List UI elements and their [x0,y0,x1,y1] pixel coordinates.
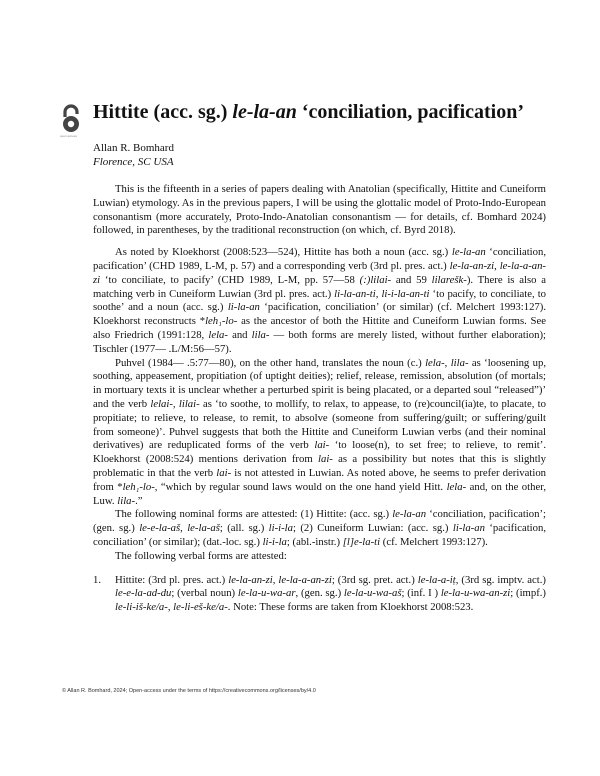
paragraph-intro: This is the fifteenth in a series of papers dealing with Anatolian (specifically, Hittite and Cuneiform Luwian) etymology. As in the previous papers, I will be using the glottalic model of Proto-Indo-European consonantism (more accurately, Proto-Indo-Anatolian consonantism — for details, cf. Bomhard 2024) followed, in parentheses, by the traditional reconstruction (on which, cf. Byrd 2018). [93,183,546,237]
list-item [93,574,546,615]
list-item-number: 1. [93,573,102,586]
list-item-text: Hittite: (3rd pl. pres. act.) le-la-an-zi, le-la-a-an-zi; (3rd sg. pret. act.) le-la-a-iṭ, (3rd sg. imptv. act.) le-e-la-ad-du; (verbal noun) le-la-u-wa-ar, (gen. sg.) le-la-u-wa-aš; (inf. I ) le-la-u-wa-an-zi; (impf.) le-li-iš-ke/a-, le-li-eš-ke/a-. Note: These forms are taken from Kloekhorst 2008:523. [115,573,546,614]
open-access-caption: open access [60,134,77,138]
verbal-forms-list [93,574,546,615]
open-access-lock-icon [60,104,82,134]
author-affiliation: Florence, SC USA [93,156,174,168]
paragraph-puhvel: Puhvel (1984— .5:77—80), on the other hand, translates the noun (c.) lela-, lila- as ‘loosening up, soothing, appeasement, propitiation (of uptight deities); relief, release, remission, absolution (of mortals; in mortuary texts it is unclear whether a perturbed spirit is being placated, or a departed soul “released”)’ and the verb lelai-, lilai- as ‘to soothe, to mollify, to relax, to appease, to (re)council(ia)te, to placate, to propitiate; to relieve, to release, to remit, to absolve (someone from suffering/guilt; or suffering/guilt from someone)’. Puhvel suggests that both the Hittite and Cuneiform Luwian verbs (and their nominal derivatives) are reduplicated forms of the verb lai- ‘to loose(n), to set free; to relieve, to remit’. Kloekhorst (2008:524) mentions derivation from lai- as a possibility but notes that this is slightly problematic in that the verb lai- is not attested in Luwian. As noted above, he seems to prefer derivation from *leh₁-lo-, “which by regular sound laws would on the one hand yield Hitt. lela- and, on the other, Luw. lila-.” [93,356,547,507]
paragraph-nominal-forms: The following nominal forms are attested: (1) Hittite: (acc. sg.) le-la-an ‘conciliation, pacification’; (gen. sg.) le-e-la-aš, le-la-aš; (all. sg.) li-i-la; (2) Cuneiform Luwian: (acc. sg.) li-la-an ‘pacification, conciliation’ (or similar); (dat.-loc. sg.) li-i-la; (abl.-instr.) [l]e-la-ti (cf. Melchert 1993:127). [93,508,546,548]
page-title: Hittite (acc. sg.) le-la-an ‘conciliation, pacification’ [93,101,525,123]
article-body [93,183,546,615]
paragraph-verbal-intro: The following verbal forms are attested: [115,549,287,562]
copyright-footer: © Allan R. Bomhard, 2024; Open-access under the terms of https://creativecommons.org/licenses/by/4.0 [62,688,316,694]
author-block [93,141,174,169]
author-name: Allan R. Bomhard [93,142,174,154]
paragraph-kloekhorst: As noted by Kloekhorst (2008:523—524), Hittite has both a noun (acc. sg.) le-la-an ‘conciliation, pacification’ (CHD 1989, L-M, p. 57) and a corresponding verb (3rd pl. pres. act.) le-la-an-zi, le-la-a-an-zi ‘to conciliate, to pacify’ (CHD 1989, L-M, pp. 57—58 (:)lilai- and 59 lilarešk-). There is also a matching verb in Cuneiform Luwian (3rd pl. pres. act.) li-la-an-ti, li-i-la-an-ti ‘to pacify, to conciliate, to soothe’ and a noun (acc. sg.) li-la-an ‘pacification, conciliation’ (or similar) (cf. Melchert 1993:127). Kloekhorst reconstructs *leh₁-lo- as the ancestor of both the Hittite and Cuneiform Luwian forms. See also Friedrich (1991:128, lela- and lila- — both forms are merely listed, without further elaboration); Tischler (1977— .L/M:56—57). [93,246,547,355]
